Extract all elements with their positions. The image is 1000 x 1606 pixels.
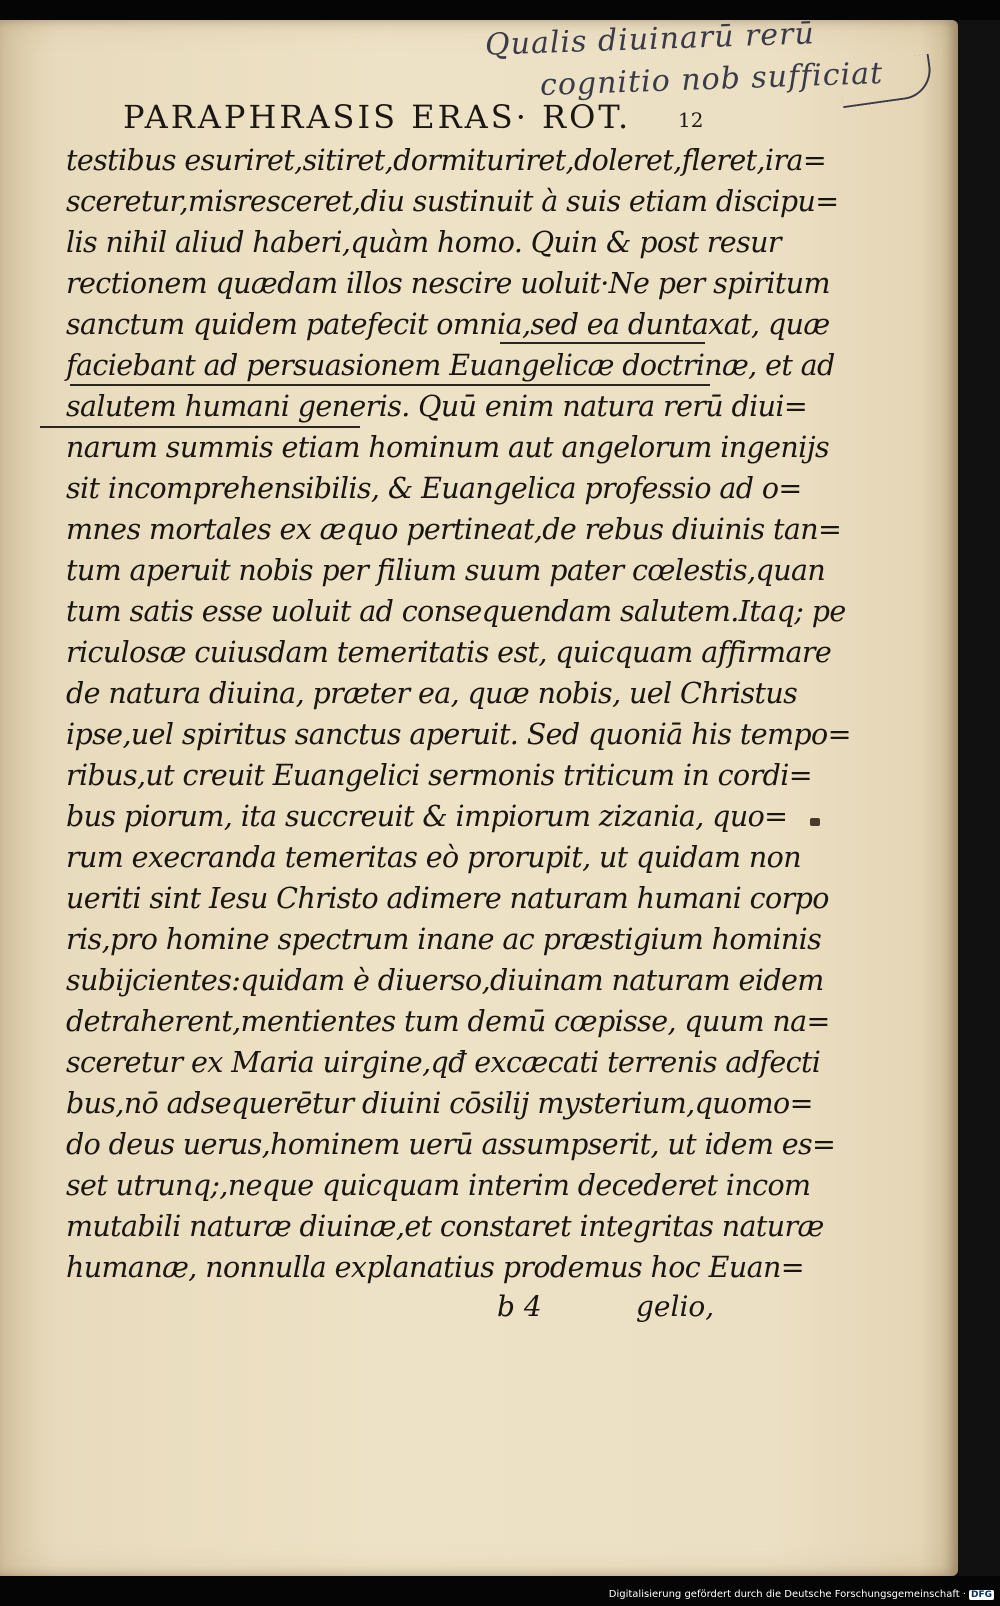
text-line: do deus uerus,hominem uerū assumpserit, ut idem es= [66,1128,836,1161]
text-line: sceretur ex Maria uirgine,qđ excæcati terrenis adfecti [66,1046,821,1079]
scan-background [958,20,1000,1576]
text-line: humanæ, nonnulla explanatius prodemus hoc Euan= [66,1251,805,1284]
text-line: set utrunq;,neque quicquam interim decederet incom [66,1169,811,1202]
text-line: mutabili naturæ diuinæ,et constaret integritas naturæ [66,1210,824,1243]
text-line: de natura diuina, præter ea, quæ nobis, uel Christus [66,677,798,710]
marginal-note-line-2: cognitio nob sufficiat [539,56,884,103]
text-line: sit incomprehensibilis, & Euangelica professio ad o= [66,472,802,505]
text-line: sceretur,misresceret,diu sustinuit à suis etiam discipu= [66,185,839,218]
marginal-note-line-1: Qualis diuinarū rerū [484,16,816,63]
signature-mark: b 4 [497,1290,542,1323]
digitization-credit [609,1589,994,1600]
text-line: ris,pro homine spectrum inane ac præstigium hominis [66,923,822,956]
text-line: lis nihil aliud haberi,quàm homo. Quin & post resur [66,226,781,259]
catchword: gelio, [636,1290,715,1323]
running-title: PARAPHRASIS ERAS· ROT. [123,98,632,136]
text-line: sanctum quidem patefecit omnia,sed ea duntaxat, quæ [66,308,830,341]
text-line: rum execranda temeritas eò prorupit, ut quidam non [66,841,801,874]
text-line: ribus,ut creuit Euangelici sermonis triticum in cordi= [66,759,813,792]
ink-speck [810,818,820,826]
text-line: salutem humani generis. Quū enim natura rerū diui= [66,390,808,423]
text-line: bus piorum, ita succreuit & impiorum zizania, quo= [66,800,788,833]
text-line: riculosæ cuiusdam temeritatis est, quicquam affirmare [66,636,832,669]
text-line: ueriti sint Iesu Christo adimere naturam humani corpo [66,882,829,915]
text-line: subijcientes:quidam è diuerso,diuinam naturam eidem [66,964,824,997]
handwritten-underline [40,426,360,428]
text-line: detraherent,mentientes tum demū cœpisse, quum na= [66,1005,830,1038]
text-line: narum summis etiam hominum aut angelorum ingenijs [66,431,829,464]
text-line: faciebant ad persuasionem Euangelicæ doctrinæ, et ad [66,349,835,382]
text-line: rectionem quædam illos nescire uoluit·Ne per spiritum [66,267,830,300]
text-line: bus,nō adsequerētur diuini cōsilij mysterium,quomo= [66,1087,813,1120]
credit-text: Digitalisierung gefördert durch die Deutsche Forschungsgemeinschaft · [608,1589,966,1600]
text-line: ipse,uel spiritus sanctus aperuit. Sed quoniā his tempo= [66,718,851,751]
text-line: tum satis esse uoluit ad consequendam salutem.Itaq; pe [66,595,846,628]
handwritten-underline [500,342,705,344]
text-line: tum aperuit nobis per filium suum pater cœlestis,quan [66,554,826,587]
text-line: mnes mortales ex æquo pertineat,de rebus diuinis tan= [66,513,842,546]
dfg-logo: DFG [970,1590,992,1600]
folio-number: 12 [678,108,704,132]
text-line: testibus esuriret,sitiret,dormituriret,doleret,fleret,ira= [66,144,827,177]
handwritten-underline [70,384,710,386]
